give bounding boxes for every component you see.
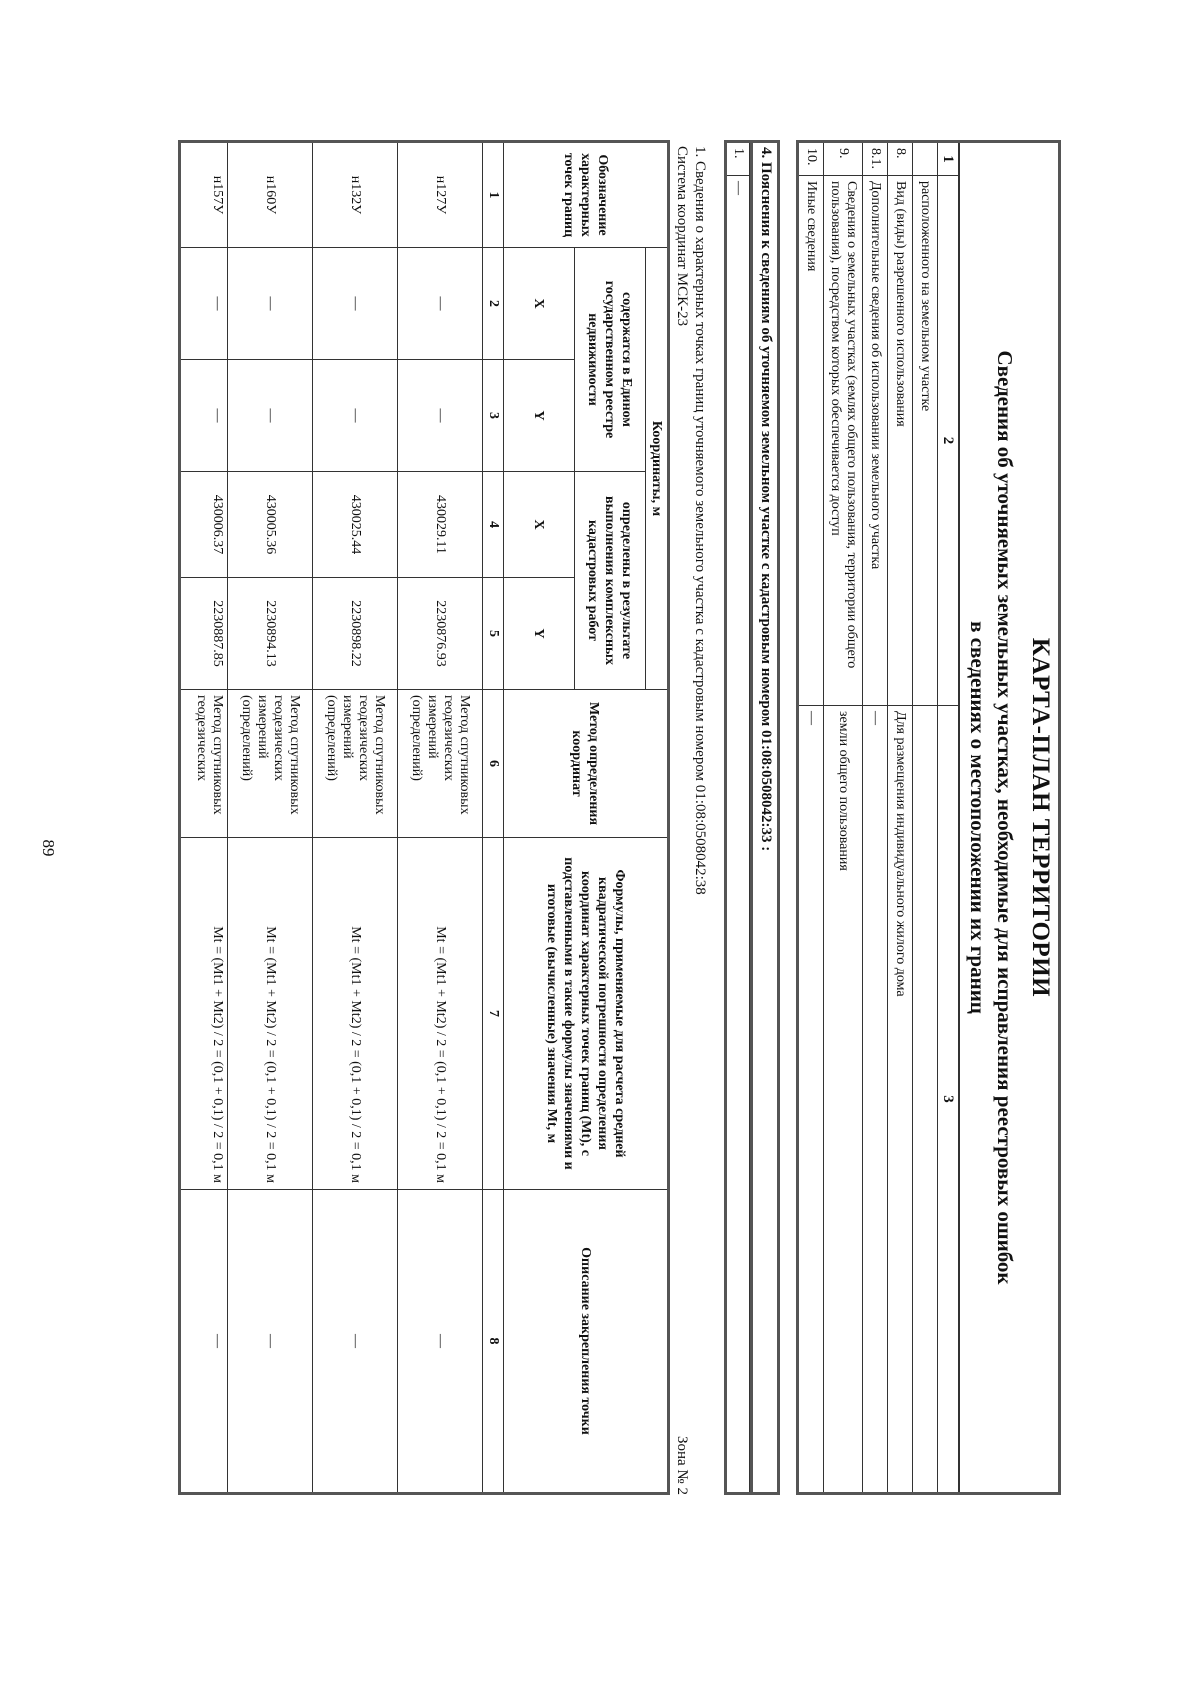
info-table xyxy=(796,140,960,1495)
point-description: — xyxy=(228,1190,313,1494)
column-number: 6 xyxy=(483,690,504,838)
formula: Mt = (Mt1 + Mt2) / 2 = (0,1 + 0,1) / 2 = 0,1 м xyxy=(180,838,228,1190)
section-4-row xyxy=(726,142,750,1494)
info-row xyxy=(824,142,863,1494)
y-egrn: — xyxy=(228,360,313,472)
info-row-value: земли общего пользования xyxy=(824,706,863,1494)
coords-section-title: 1. Сведения о характерных точках границ уточняемого земельного участка с кадастровым номером 01:08:0508042:38 xyxy=(692,146,708,895)
info-row-name: Дополнительные сведения об использовании земельного участка xyxy=(863,176,888,706)
x-result: 430006.37 xyxy=(180,472,228,578)
info-row xyxy=(798,142,824,1494)
form-title: КАРТА-ПЛАН ТЕРРИТОРИИ xyxy=(1027,637,1054,998)
header-result: определены в результате выполнения комплексных кадастровых работ xyxy=(575,472,646,690)
header-coordinates: Координаты, м xyxy=(646,248,669,690)
y-egrn: — xyxy=(313,360,398,472)
info-row-num: 8.1. xyxy=(863,142,888,176)
cadastral-form xyxy=(153,140,1061,1495)
form-header xyxy=(960,140,1061,1495)
y-egrn: — xyxy=(398,360,483,472)
x-egrn: — xyxy=(313,248,398,360)
info-row-num: 9. xyxy=(824,142,863,176)
header-designation: Обозначение характерных точек границ xyxy=(504,142,669,248)
column-number: 2 xyxy=(483,248,504,360)
header-egrn: содержатся в Едином государственном реестре недвижимости xyxy=(575,248,646,472)
table-row xyxy=(398,142,483,1494)
coords-header-row-1 xyxy=(646,142,669,1494)
formula: Mt = (Mt1 + Mt2) / 2 = (0,1 + 0,1) / 2 = 0,1 м xyxy=(398,838,483,1190)
header-description: Описание закрепления точки xyxy=(504,1190,669,1494)
point-description: — xyxy=(313,1190,398,1494)
section-4-row-num: 1. xyxy=(726,142,750,176)
header-y-result: Y xyxy=(504,578,575,690)
info-row-name: расположенного на земельном участке xyxy=(913,176,938,706)
info-row-value xyxy=(913,706,938,1494)
section-4-title: 4. Пояснения к сведениям об уточняемом земельном участке с кадастровым номером 01:08:0508042:33 : xyxy=(750,140,780,1495)
point-description: — xyxy=(398,1190,483,1494)
y-result: 2230898.22 xyxy=(313,578,398,690)
header-x-egrn: X xyxy=(504,248,575,360)
x-egrn: — xyxy=(228,248,313,360)
section-4-row-value: — xyxy=(726,176,750,1494)
table-row xyxy=(180,142,228,1494)
x-egrn: — xyxy=(180,248,228,360)
spacer xyxy=(780,140,796,1495)
info-row-name: Иные сведения xyxy=(798,176,824,706)
method: Метод спутниковых геодезических измерений (определений) xyxy=(313,690,398,838)
column-numbers-row xyxy=(483,142,504,1494)
subtitle-line-2: в сведениях о местоположении их границ xyxy=(966,621,990,1014)
column-number: 5 xyxy=(483,578,504,690)
info-row-name: Вид (виды) разрешенного использования xyxy=(888,176,913,706)
coord-system-line xyxy=(670,140,690,1495)
info-header-1: 1 xyxy=(938,142,960,176)
header-method: Метод определения координат xyxy=(504,690,669,838)
spacer xyxy=(708,140,724,1495)
info-table-header xyxy=(938,142,960,1494)
x-result: 430025.44 xyxy=(313,472,398,578)
info-row xyxy=(888,142,913,1494)
header-formula: Формулы, применяемые для расчета средней квадратической погрешности определения координат характерных точек границ (Mt), с подставленными в такие формулы значениями и итоговые (вычисленные) значения Mt, м xyxy=(504,838,669,1190)
y-result: 2230894.13 xyxy=(228,578,313,690)
y-egrn: — xyxy=(180,360,228,472)
point-designation: н160У xyxy=(228,142,313,248)
info-row-value: — xyxy=(863,706,888,1494)
x-egrn: — xyxy=(398,248,483,360)
column-number: 1 xyxy=(483,142,504,248)
column-number: 8 xyxy=(483,1190,504,1494)
info-header-2: 2 xyxy=(938,176,960,706)
method: Метод спутниковых геодезических xyxy=(180,690,228,838)
column-number: 4 xyxy=(483,472,504,578)
info-row-name: Сведения о земельных участках (землях общего пользования, территории общего пользования), посредством которых обеспечивается доступ xyxy=(824,176,863,706)
info-row-value: — xyxy=(798,706,824,1494)
point-designation: н157У xyxy=(180,142,228,248)
info-row xyxy=(913,142,938,1494)
page-number: 89 xyxy=(39,839,58,857)
formula: Mt = (Mt1 + Mt2) / 2 = (0,1 + 0,1) / 2 = 0,1 м xyxy=(313,838,398,1190)
coord-system: Система координат МСК-23 xyxy=(674,146,690,327)
header-y-egrn: Y xyxy=(504,360,575,472)
info-header-3: 3 xyxy=(938,706,960,1494)
form-subtitle xyxy=(960,142,1022,1494)
section-4-table xyxy=(724,140,750,1495)
subtitle-line-1: Сведения об уточняемых земельных участках, необходимые для исправления реестровых ошибок xyxy=(993,350,1017,1285)
info-row xyxy=(863,142,888,1494)
point-designation: н132У xyxy=(313,142,398,248)
method: Метод спутниковых геодезических измерений (определений) xyxy=(398,690,483,838)
formula: Mt = (Mt1 + Mt2) / 2 = (0,1 + 0,1) / 2 = 0,1 м xyxy=(228,838,313,1190)
table-row xyxy=(313,142,398,1494)
zone-label: Зона № 2 xyxy=(674,1435,690,1495)
header-x-result: X xyxy=(504,472,575,578)
info-row-num: 8. xyxy=(888,142,913,176)
table-row xyxy=(228,142,313,1494)
info-row-num xyxy=(913,142,938,176)
column-number: 3 xyxy=(483,360,504,472)
method: Метод спутниковых геодезических измерений (определений) xyxy=(228,690,313,838)
coords-table xyxy=(178,140,670,1495)
info-row-value: Для размещения индивидуального жилого дома xyxy=(888,706,913,1494)
info-row-num: 10. xyxy=(798,142,824,176)
x-result: 430029.11 xyxy=(398,472,483,578)
y-result: 2230876.93 xyxy=(398,578,483,690)
column-number: 7 xyxy=(483,838,504,1190)
y-result: 2230887.85 xyxy=(180,578,228,690)
x-result: 430005.36 xyxy=(228,472,313,578)
point-description: — xyxy=(180,1190,228,1494)
point-designation: н127У xyxy=(398,142,483,248)
